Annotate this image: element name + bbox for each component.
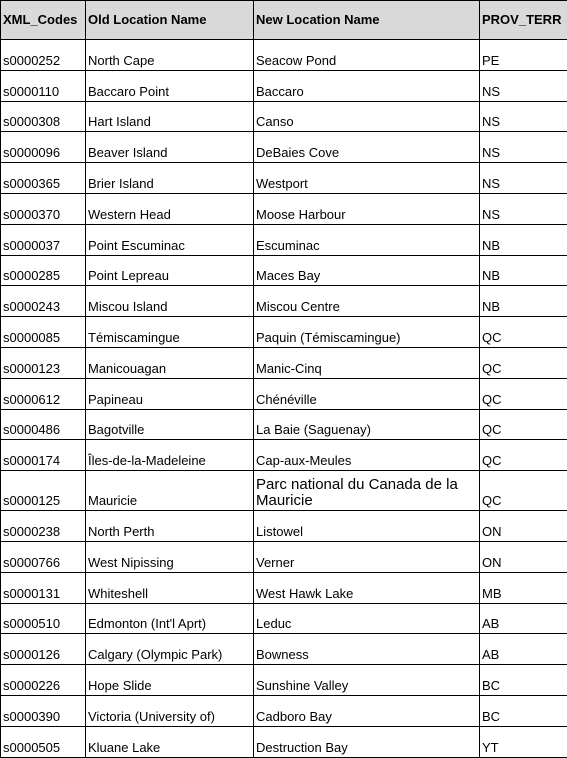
- cell-new-location[interactable]: Canso: [254, 101, 480, 132]
- cell-new-location[interactable]: Leduc: [254, 603, 480, 634]
- cell-new-location[interactable]: Verner: [254, 541, 480, 572]
- cell-old-location[interactable]: Papineau: [86, 378, 254, 409]
- cell-prov-terr[interactable]: NS: [480, 193, 567, 224]
- table-row: [1, 409, 567, 440]
- cell-prov-terr[interactable]: QC: [480, 471, 567, 511]
- table-row: [1, 101, 567, 132]
- cell-prov-terr[interactable]: NB: [480, 255, 567, 286]
- header-prov-terr[interactable]: PROV_TERR: [480, 1, 567, 40]
- cell-prov-terr[interactable]: AB: [480, 634, 567, 665]
- cell-xml-code[interactable]: s0000510: [1, 603, 86, 634]
- cell-old-location[interactable]: Témiscamingue: [86, 317, 254, 348]
- cell-xml-code[interactable]: s0000096: [1, 132, 86, 163]
- cell-xml-code[interactable]: s0000226: [1, 665, 86, 696]
- cell-xml-code[interactable]: s0000125: [1, 471, 86, 511]
- cell-xml-code[interactable]: s0000243: [1, 286, 86, 317]
- cell-new-location[interactable]: Miscou Centre: [254, 286, 480, 317]
- table-row: [1, 70, 567, 101]
- cell-prov-terr[interactable]: NB: [480, 224, 567, 255]
- header-new-location-name[interactable]: New Location Name: [254, 1, 480, 40]
- cell-prov-terr[interactable]: ON: [480, 511, 567, 542]
- cell-old-location[interactable]: Miscou Island: [86, 286, 254, 317]
- cell-prov-terr[interactable]: NB: [480, 286, 567, 317]
- table-row: [1, 255, 567, 286]
- cell-xml-code[interactable]: s0000390: [1, 695, 86, 726]
- cell-prov-terr[interactable]: YT: [480, 726, 567, 757]
- table-row: [1, 634, 567, 665]
- cell-new-location[interactable]: Escuminac: [254, 224, 480, 255]
- cell-old-location[interactable]: Brier Island: [86, 163, 254, 194]
- table-row: [1, 193, 567, 224]
- header-row: [1, 1, 567, 40]
- cell-old-location[interactable]: Kluane Lake: [86, 726, 254, 757]
- cell-old-location[interactable]: Hart Island: [86, 101, 254, 132]
- cell-new-location[interactable]: Destruction Bay: [254, 726, 480, 757]
- cell-xml-code[interactable]: s0000085: [1, 317, 86, 348]
- cell-new-location[interactable]: Seacow Pond: [254, 40, 480, 71]
- cell-xml-code[interactable]: s0000238: [1, 511, 86, 542]
- cell-xml-code[interactable]: s0000612: [1, 378, 86, 409]
- cell-old-location[interactable]: Edmonton (Int'l Aprt): [86, 603, 254, 634]
- cell-old-location[interactable]: North Cape: [86, 40, 254, 71]
- cell-old-location[interactable]: Manicouagan: [86, 347, 254, 378]
- cell-old-location[interactable]: Beaver Island: [86, 132, 254, 163]
- table-row: [1, 378, 567, 409]
- cell-xml-code[interactable]: s0000037: [1, 224, 86, 255]
- cell-new-location[interactable]: Parc national du Canada de la Mauricie: [254, 471, 480, 511]
- table-row: [1, 224, 567, 255]
- cell-xml-code[interactable]: s0000285: [1, 255, 86, 286]
- cell-new-location[interactable]: Cap-aux-Meules: [254, 440, 480, 471]
- cell-new-location[interactable]: Bowness: [254, 634, 480, 665]
- table-row: [1, 511, 567, 542]
- cell-prov-terr[interactable]: QC: [480, 378, 567, 409]
- table-row: [1, 572, 567, 603]
- cell-new-location[interactable]: Maces Bay: [254, 255, 480, 286]
- cell-xml-code[interactable]: s0000505: [1, 726, 86, 757]
- cell-old-location[interactable]: Western Head: [86, 193, 254, 224]
- cell-old-location[interactable]: Baccaro Point: [86, 70, 254, 101]
- cell-prov-terr[interactable]: NS: [480, 163, 567, 194]
- cell-prov-terr[interactable]: QC: [480, 409, 567, 440]
- cell-prov-terr[interactable]: BC: [480, 695, 567, 726]
- cell-xml-code[interactable]: s0000110: [1, 70, 86, 101]
- cell-xml-code[interactable]: s0000174: [1, 440, 86, 471]
- cell-prov-terr[interactable]: QC: [480, 347, 567, 378]
- cell-new-location[interactable]: Baccaro: [254, 70, 480, 101]
- cell-prov-terr[interactable]: NS: [480, 101, 567, 132]
- table-row: [1, 440, 567, 471]
- table-row: [1, 132, 567, 163]
- cell-new-location[interactable]: Cadboro Bay: [254, 695, 480, 726]
- table-row: [1, 471, 567, 511]
- cell-xml-code[interactable]: s0000123: [1, 347, 86, 378]
- cell-old-location[interactable]: Victoria (University of): [86, 695, 254, 726]
- cell-prov-terr[interactable]: ON: [480, 541, 567, 572]
- cell-new-location[interactable]: Sunshine Valley: [254, 665, 480, 696]
- cell-old-location[interactable]: Point Lepreau: [86, 255, 254, 286]
- cell-prov-terr[interactable]: NS: [480, 132, 567, 163]
- table-row: [1, 726, 567, 757]
- cell-old-location[interactable]: Îles-de-la-Madeleine: [86, 440, 254, 471]
- cell-xml-code[interactable]: s0000126: [1, 634, 86, 665]
- cell-old-location[interactable]: North Perth: [86, 511, 254, 542]
- cell-old-location[interactable]: Mauricie: [86, 471, 254, 511]
- cell-new-location[interactable]: Westport: [254, 163, 480, 194]
- table-row: [1, 347, 567, 378]
- cell-prov-terr[interactable]: PE: [480, 40, 567, 71]
- table-row: [1, 541, 567, 572]
- table-row: [1, 40, 567, 71]
- cell-xml-code[interactable]: s0000370: [1, 193, 86, 224]
- cell-xml-code[interactable]: s0000308: [1, 101, 86, 132]
- cell-new-location[interactable]: Paquin (Témiscamingue): [254, 317, 480, 348]
- cell-new-location[interactable]: DeBaies Cove: [254, 132, 480, 163]
- cell-old-location[interactable]: West Nipissing: [86, 541, 254, 572]
- cell-new-location[interactable]: Manic-Cinq: [254, 347, 480, 378]
- cell-prov-terr[interactable]: AB: [480, 603, 567, 634]
- cell-prov-terr[interactable]: BC: [480, 665, 567, 696]
- cell-old-location[interactable]: Hope Slide: [86, 665, 254, 696]
- header-xml-codes[interactable]: XML_Codes: [1, 1, 86, 40]
- cell-old-location[interactable]: Bagotville: [86, 409, 254, 440]
- cell-new-location[interactable]: Moose Harbour: [254, 193, 480, 224]
- cell-prov-terr[interactable]: QC: [480, 317, 567, 348]
- table-row: [1, 317, 567, 348]
- cell-xml-code[interactable]: s0000365: [1, 163, 86, 194]
- cell-prov-terr[interactable]: NS: [480, 70, 567, 101]
- table-row: [1, 665, 567, 696]
- cell-xml-code[interactable]: s0000486: [1, 409, 86, 440]
- table-row: [1, 286, 567, 317]
- cell-prov-terr[interactable]: MB: [480, 572, 567, 603]
- cell-new-location[interactable]: Chénéville: [254, 378, 480, 409]
- cell-xml-code[interactable]: s0000131: [1, 572, 86, 603]
- cell-new-location[interactable]: West Hawk Lake: [254, 572, 480, 603]
- cell-xml-code[interactable]: s0000252: [1, 40, 86, 71]
- cell-new-location[interactable]: La Baie (Saguenay): [254, 409, 480, 440]
- cell-old-location[interactable]: Whiteshell: [86, 572, 254, 603]
- cell-old-location[interactable]: Point Escuminac: [86, 224, 254, 255]
- header-old-location-name[interactable]: Old Location Name: [86, 1, 254, 40]
- cell-xml-code[interactable]: s0000766: [1, 541, 86, 572]
- table-row: [1, 603, 567, 634]
- table-row: [1, 695, 567, 726]
- cell-old-location[interactable]: Calgary (Olympic Park): [86, 634, 254, 665]
- cell-prov-terr[interactable]: QC: [480, 440, 567, 471]
- cell-new-location[interactable]: Listowel: [254, 511, 480, 542]
- table-row: [1, 163, 567, 194]
